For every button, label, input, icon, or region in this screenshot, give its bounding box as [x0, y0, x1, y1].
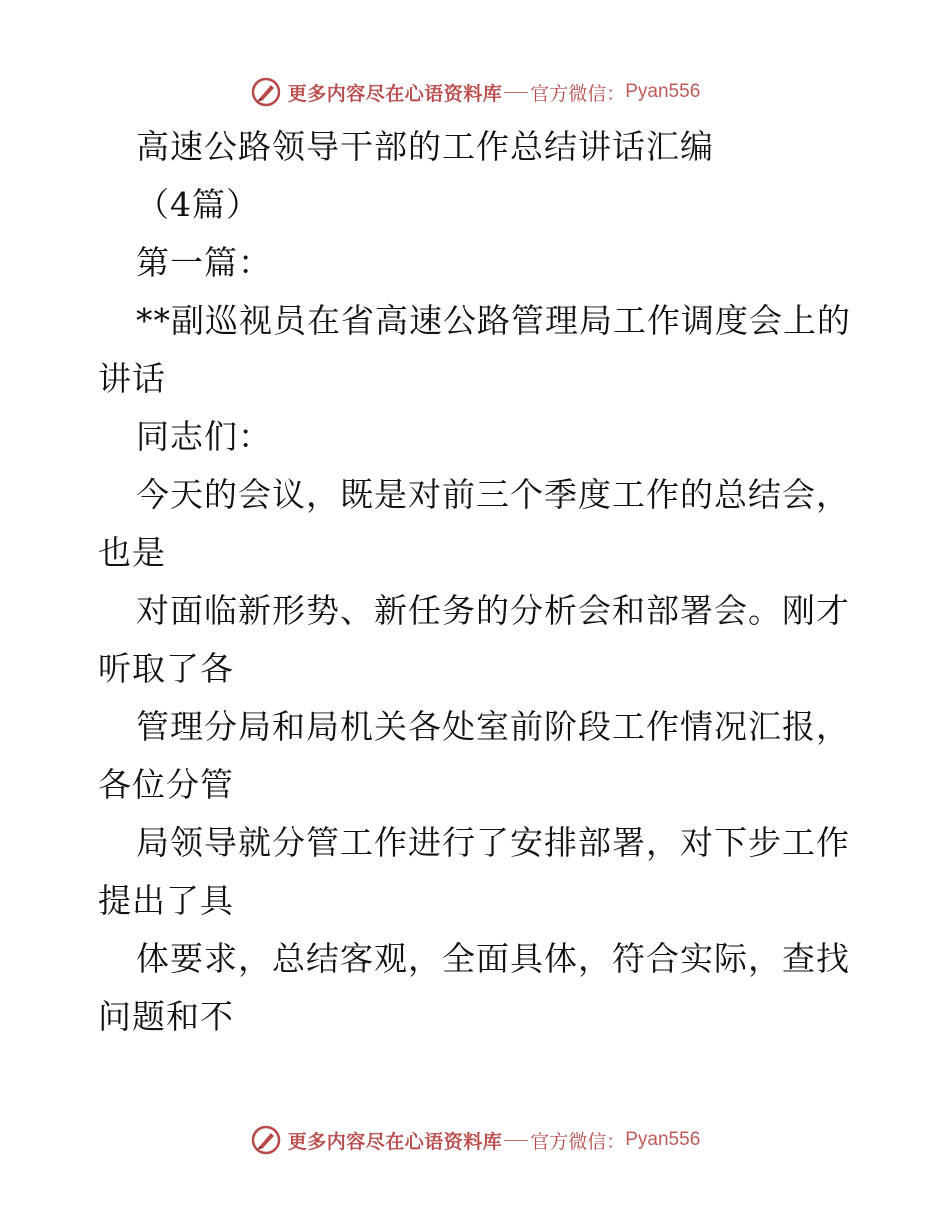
watermark-wechat-label: 官方微信： — [530, 1130, 626, 1153]
watermark-separator — [504, 1140, 528, 1141]
watermark-wechat-id: Pyan556 — [625, 81, 701, 102]
footer-watermark — [0, 1120, 950, 1160]
watermark-text: 更多内容尽在心语资料库 — [287, 82, 503, 105]
paragraph-line: 问题和不 — [98, 997, 234, 1036]
document-subtitle: （4篇） — [136, 185, 260, 224]
pen-nib-logo-icon — [250, 1124, 282, 1156]
watermark-wechat-label: 官方微信： — [530, 82, 626, 105]
paragraph-line: 也是 — [98, 533, 166, 572]
pen-nib-logo-icon — [250, 76, 282, 108]
salutation: 同志们： — [136, 417, 272, 456]
paragraph-line: 提出了具 — [98, 881, 234, 920]
paragraph-line: 对面临新形势、新任务的分析会和部署会。刚才 — [136, 591, 850, 630]
document-title: 高速公路领导干部的工作总结讲话汇编 — [136, 127, 714, 166]
watermark-wechat-id: Pyan556 — [625, 1129, 701, 1150]
section-heading: 第一篇： — [136, 243, 272, 282]
speech-title-line: 讲话 — [98, 359, 166, 398]
paragraph-line: 管理分局和局机关各处室前阶段工作情况汇报， — [136, 707, 850, 746]
paragraph-line: 今天的会议，既是对前三个季度工作的总结会， — [136, 475, 850, 514]
paragraph-line: 体要求，总结客观，全面具体，符合实际，查找 — [136, 939, 850, 978]
paragraph-line: 听取了各 — [98, 649, 234, 688]
paragraph-line: 各位分管 — [98, 765, 234, 804]
watermark-text: 更多内容尽在心语资料库 — [287, 1130, 503, 1153]
watermark-separator — [504, 92, 528, 93]
header-watermark — [0, 72, 950, 112]
document-body — [98, 118, 858, 1046]
paragraph-line: 局领导就分管工作进行了安排部署，对下步工作 — [136, 823, 850, 862]
speech-title-line: **副巡视员在省高速公路管理局工作调度会上的 — [136, 301, 851, 340]
